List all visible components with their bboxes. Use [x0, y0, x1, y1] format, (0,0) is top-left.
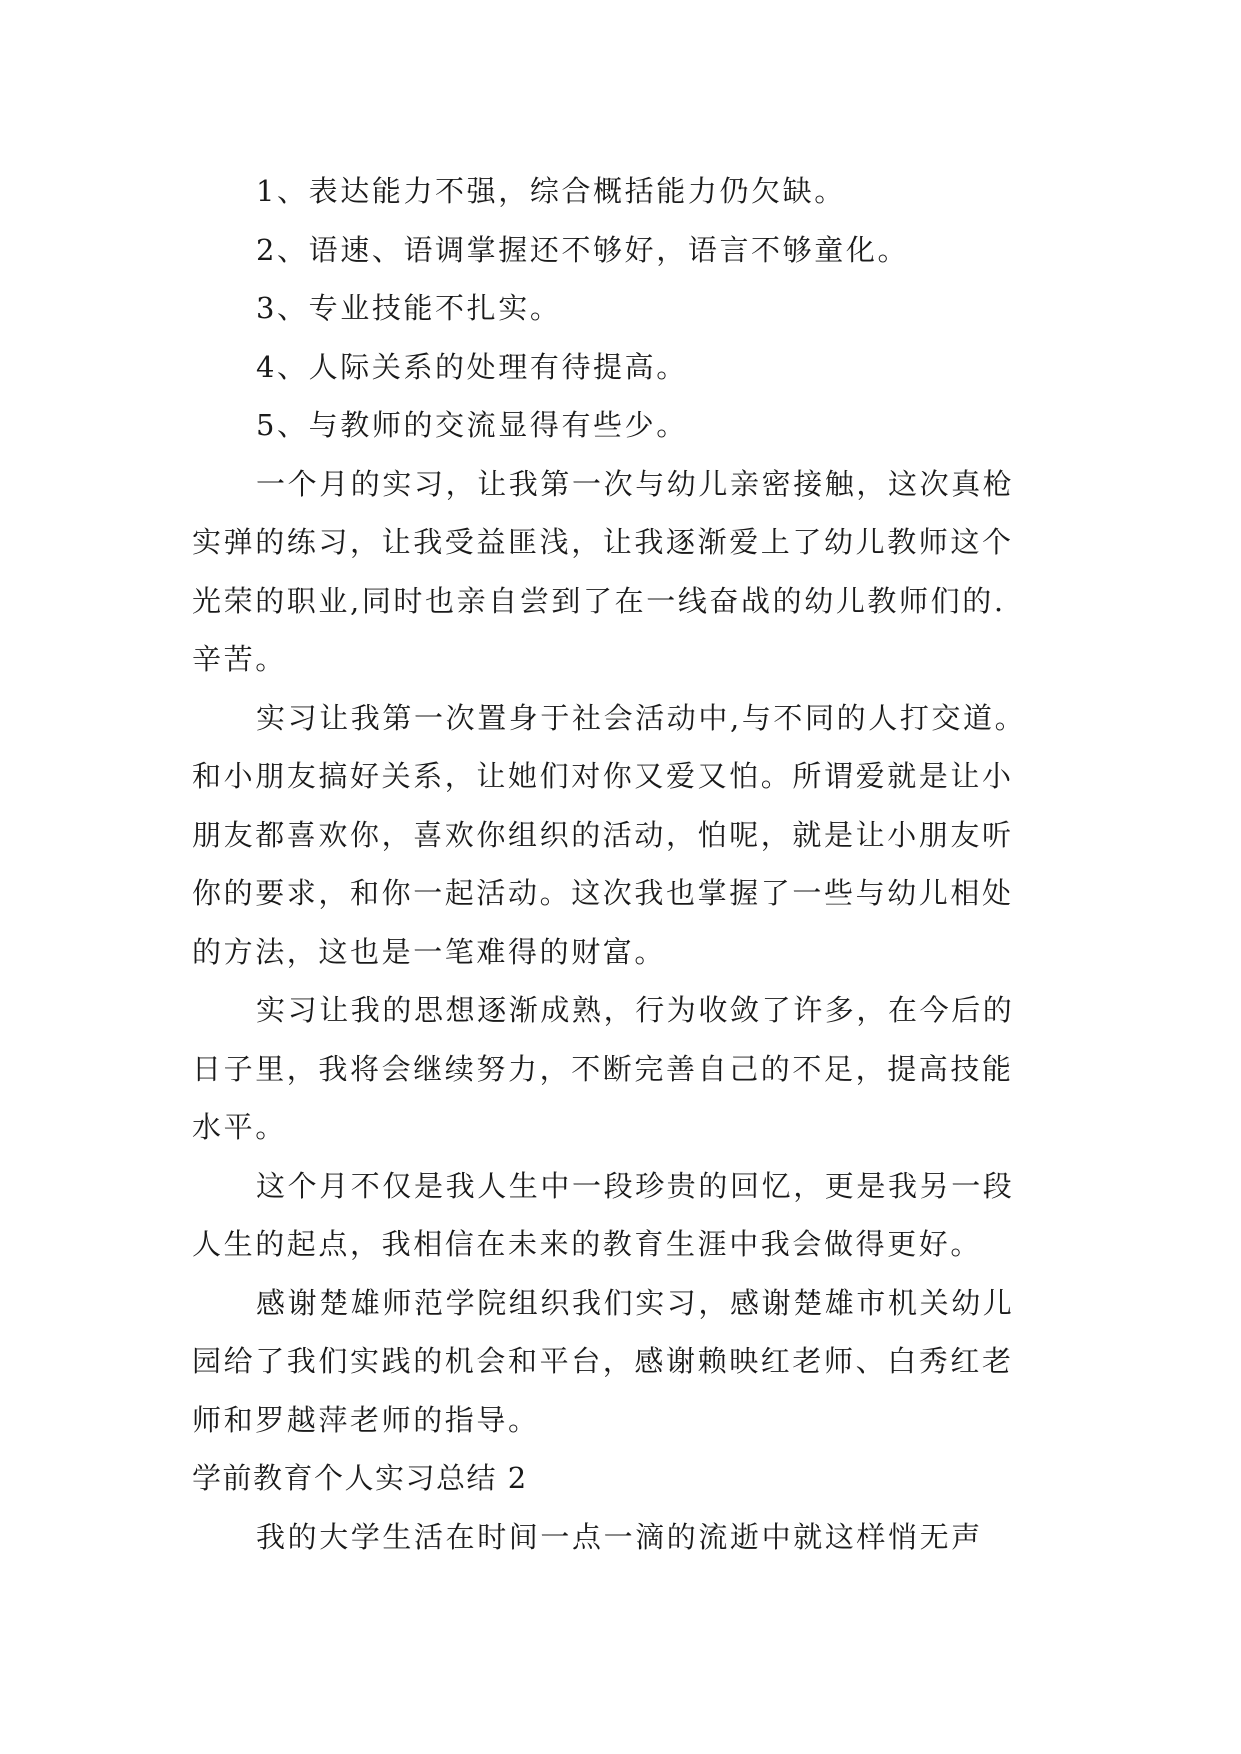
paragraph-line: 水平。 [192, 1110, 287, 1144]
paragraph-line: 园给了我们实践的机会和平台，感谢赖映红老师、白秀红老 [192, 1344, 1014, 1378]
paragraph-line: 光荣的职业,同时也亲自尝到了在一线奋战的幼儿教师们的. [192, 583, 1006, 618]
paragraph-line: 和小朋友搞好关系，让她们对你又爱又怕。所谓爱就是让小 [192, 759, 1014, 793]
list-item-4: 4、人际关系的处理有待提高。 [256, 349, 688, 384]
paragraph-line: 我的大学生活在时间一点一滴的流逝中就这样悄无声 [256, 1519, 983, 1554]
paragraph-line: 这个月不仅是我人生中一段珍贵的回忆，更是我另一段 [256, 1168, 1015, 1203]
paragraph-line: 人生的起点，我相信在未来的教育生涯中我会做得更好。 [192, 1227, 983, 1261]
list-item-1: 1、表达能力不强，综合概括能力仍欠缺。 [256, 174, 846, 208]
paragraph-line: 师和罗越萍老师的指导。 [192, 1402, 540, 1437]
paragraph-line: 日子里，我将会继续努力，不断完善自己的不足，提高技能 [192, 1051, 1014, 1086]
paragraph-line: 实弹的练习，让我受益匪浅，让我逐渐爱上了幼儿教师这个 [192, 525, 1014, 559]
paragraph-line: 感谢楚雄师范学院组织我们实习，感谢楚雄市机关幼儿 [256, 1285, 1015, 1320]
paragraph-line: 你的要求，和你一起活动。这次我也掌握了一些与幼儿相处 [192, 876, 1014, 910]
list-item-2: 2、语速、语调掌握还不够好，语言不够童化。 [256, 232, 910, 267]
paragraph-line: 一个月的实习，让我第一次与幼儿亲密接触，这次真枪 [256, 466, 1015, 501]
list-item-3: 3、专业技能不扎实。 [256, 291, 562, 325]
paragraph-line: 辛苦。 [192, 642, 287, 676]
paragraph-line: 实习让我第一次置身于社会活动中,与不同的人打交道。 [256, 700, 1027, 735]
paragraph-line: 的方法，这也是一笔难得的财富。 [192, 934, 667, 969]
document-body [192, 162, 1052, 1566]
section-heading: 学前教育个人实习总结 2 [192, 1461, 528, 1495]
paragraph-line: 实习让我的思想逐渐成熟，行为收敛了许多，在今后的 [256, 993, 1015, 1027]
paragraph-line: 朋友都喜欢你，喜欢你组织的活动，怕呢，就是让小朋友听 [192, 817, 1014, 852]
list-item-5: 5、与教师的交流显得有些少。 [256, 408, 688, 442]
